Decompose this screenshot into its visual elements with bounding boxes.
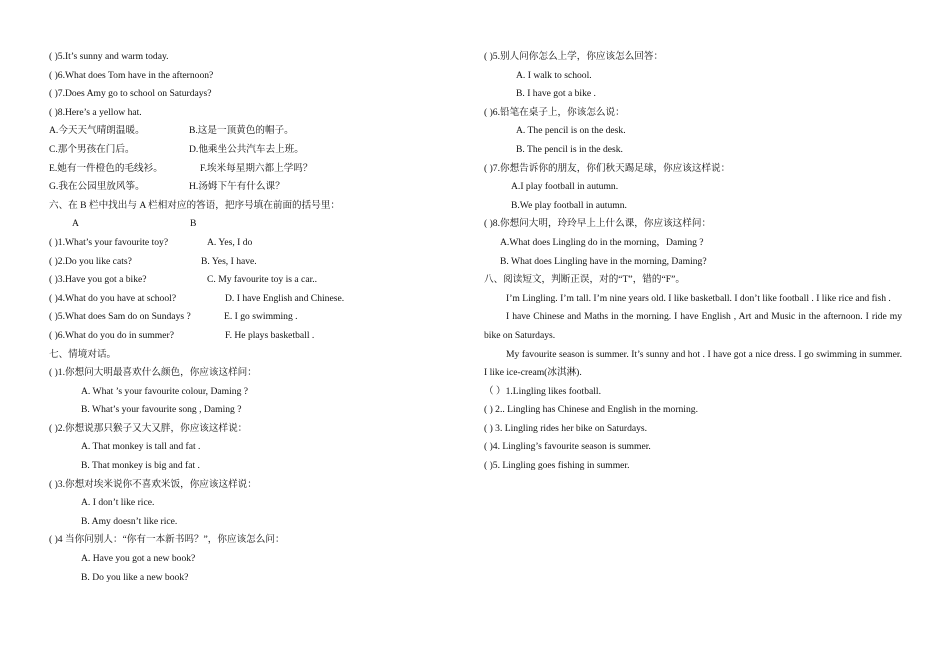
option-text: H.汤姆下午有什么课？ [189, 181, 285, 193]
option-pair [49, 178, 459, 197]
match-question: ( )6.What do you do in summer? [49, 329, 174, 341]
dialog-option-a: A. I walk to school. [516, 69, 592, 81]
match-answer: B. Yes, I have. [201, 255, 257, 267]
question-line: ( )8.Here’s a yellow hat. [49, 106, 142, 118]
reading-paragraph: My favourite season is summer. It’s sunny and hot . I have got a nice dress. I go swimming in summer. I like ice-cream(冰淇淋). [484, 348, 902, 379]
match-question: ( )2.Do you like cats? [49, 255, 132, 267]
dialog-option-b: B. That monkey is big and fat . [81, 460, 200, 472]
match-row [49, 271, 459, 290]
true-false-item: ( )5. Lingling goes fishing in summer. [484, 460, 630, 472]
dialog-question: ( )3.你想对埃米说你不喜欢米饭，你应该这样说： [49, 478, 257, 490]
right-column [484, 48, 902, 476]
match-question: ( )3.Have you got a bike? [49, 274, 147, 286]
option-pair [49, 122, 459, 141]
left-column [49, 48, 459, 587]
reading-paragraph: I have Chinese and Maths in the morning. I have English , Art and Music in the afternoon. I ride my bike on Saturdays. [484, 311, 902, 341]
option-text: D.他乘坐公共汽车去上班。 [189, 143, 304, 155]
true-false-item: ( )4. Lingling’s favourite season is summer. [484, 441, 651, 453]
match-row [49, 308, 459, 327]
question-line: ( )7.Does Amy go to school on Saturdays? [49, 88, 212, 100]
match-answer: D. I have English and Chinese. [225, 292, 345, 304]
dialog-option-a: A. That monkey is tall and fat . [81, 441, 201, 453]
option-pair [49, 160, 459, 179]
dialog-option-a: A. I don’t like rice. [81, 497, 155, 509]
dialog-question: ( )8.你想问大明，玲玲早上上什么课，你应该这样问： [484, 218, 712, 230]
dialog-option-a: A.What does Lingling do in the morning，Daming ? [500, 236, 704, 248]
question-line: ( )5.It’s sunny and warm today. [49, 51, 169, 62]
dialog-question: ( )2.你想说那只猴子又大又胖，你应该这样说： [49, 422, 248, 434]
dialog-option-a: A.I play football in autumn. [511, 181, 619, 193]
option-pair [49, 141, 459, 160]
section-eight-title: 八、阅读短文，判断正误，对的“T”，错的“F”。 [484, 274, 685, 286]
option-text: B.这是一顶黄色的帽子。 [189, 125, 294, 137]
dialog-question: ( )5.别人问你怎么上学，你应该怎么回答： [484, 51, 664, 62]
option-text: E.她有一件橙色的毛线衫。 [49, 162, 163, 174]
dialog-option-b: B. The pencil is in the desk. [516, 143, 623, 155]
option-text: C.那个男孩在门后。 [49, 143, 135, 155]
option-text: F.埃米每星期六都上学吗？ [200, 162, 313, 174]
match-row [49, 290, 459, 309]
reading-paragraph: I’m Lingling. I’m tall. I’m nine years old. I like basketball. I don’t like football . I like rice and fish . [506, 292, 891, 304]
match-question: ( )5.What does Sam do on Sundays ? [49, 311, 191, 323]
section-seven-title: 七、情境对话。 [49, 348, 117, 360]
dialog-question: ( )6.铅笔在桌子上，你该怎么说： [484, 106, 625, 118]
option-text: G.我在公园里放风筝。 [49, 181, 145, 193]
dialog-option-a: A. The pencil is on the desk. [516, 125, 626, 137]
column-b-label: B [190, 218, 197, 230]
dialog-option-b: B. Amy doesn’t like rice. [81, 515, 178, 527]
match-answer: C. My favourite toy is a car.. [207, 274, 318, 286]
dialog-option-b: B. What’s your favourite song , Daming ? [81, 404, 242, 416]
true-false-item: ( ) 2.. Lingling has Chinese and English in the morning. [484, 404, 698, 416]
dialog-option-b: B.We play football in autumn. [511, 199, 627, 211]
dialog-option-b: B. Do you like a new book? [81, 571, 189, 583]
dialog-option-a: A. What ’s your favourite colour, Daming ? [81, 385, 249, 397]
match-row [49, 234, 459, 253]
dialog-option-a: A. Have you got a new book? [81, 553, 196, 565]
dialog-question: ( )4 当你问别人：“你有一本新书吗？”，你应该怎么问： [49, 534, 285, 546]
match-row [49, 327, 459, 346]
dialog-question: ( )7.你想告诉你的朋友，你们秋天踢足球，你应该这样说： [484, 162, 731, 174]
column-a-label: A [72, 218, 79, 230]
question-line: ( )6.What does Tom have in the afternoon? [49, 69, 214, 81]
match-answer: F. He plays basketball . [225, 329, 315, 341]
true-false-item: （ ）1.Lingling likes football. [484, 385, 601, 397]
dialog-option-b: B. What does Lingling have in the morning, Daming? [500, 255, 707, 267]
match-answer: A. Yes, I do [207, 236, 253, 248]
match-row [49, 253, 459, 272]
option-text: A.今天天气晴朗温暖。 [49, 125, 145, 137]
column-headers [49, 215, 459, 234]
dialog-option-b: B. I have got a bike . [516, 88, 596, 100]
section-six-title: 六、在 B 栏中找出与 A 栏相对应的答语，把序号填在前面的括号里： [49, 199, 341, 211]
true-false-item: ( ) 3. Lingling rides her bike on Saturdays. [484, 422, 648, 434]
match-question: ( )1.What’s your favourite toy? [49, 236, 169, 248]
match-answer: E. I go swimming . [224, 311, 298, 323]
dialog-question: ( )1.你想问大明最喜欢什么颜色，你应该这样问： [49, 367, 257, 379]
match-question: ( )4.What do you have at school? [49, 292, 177, 304]
